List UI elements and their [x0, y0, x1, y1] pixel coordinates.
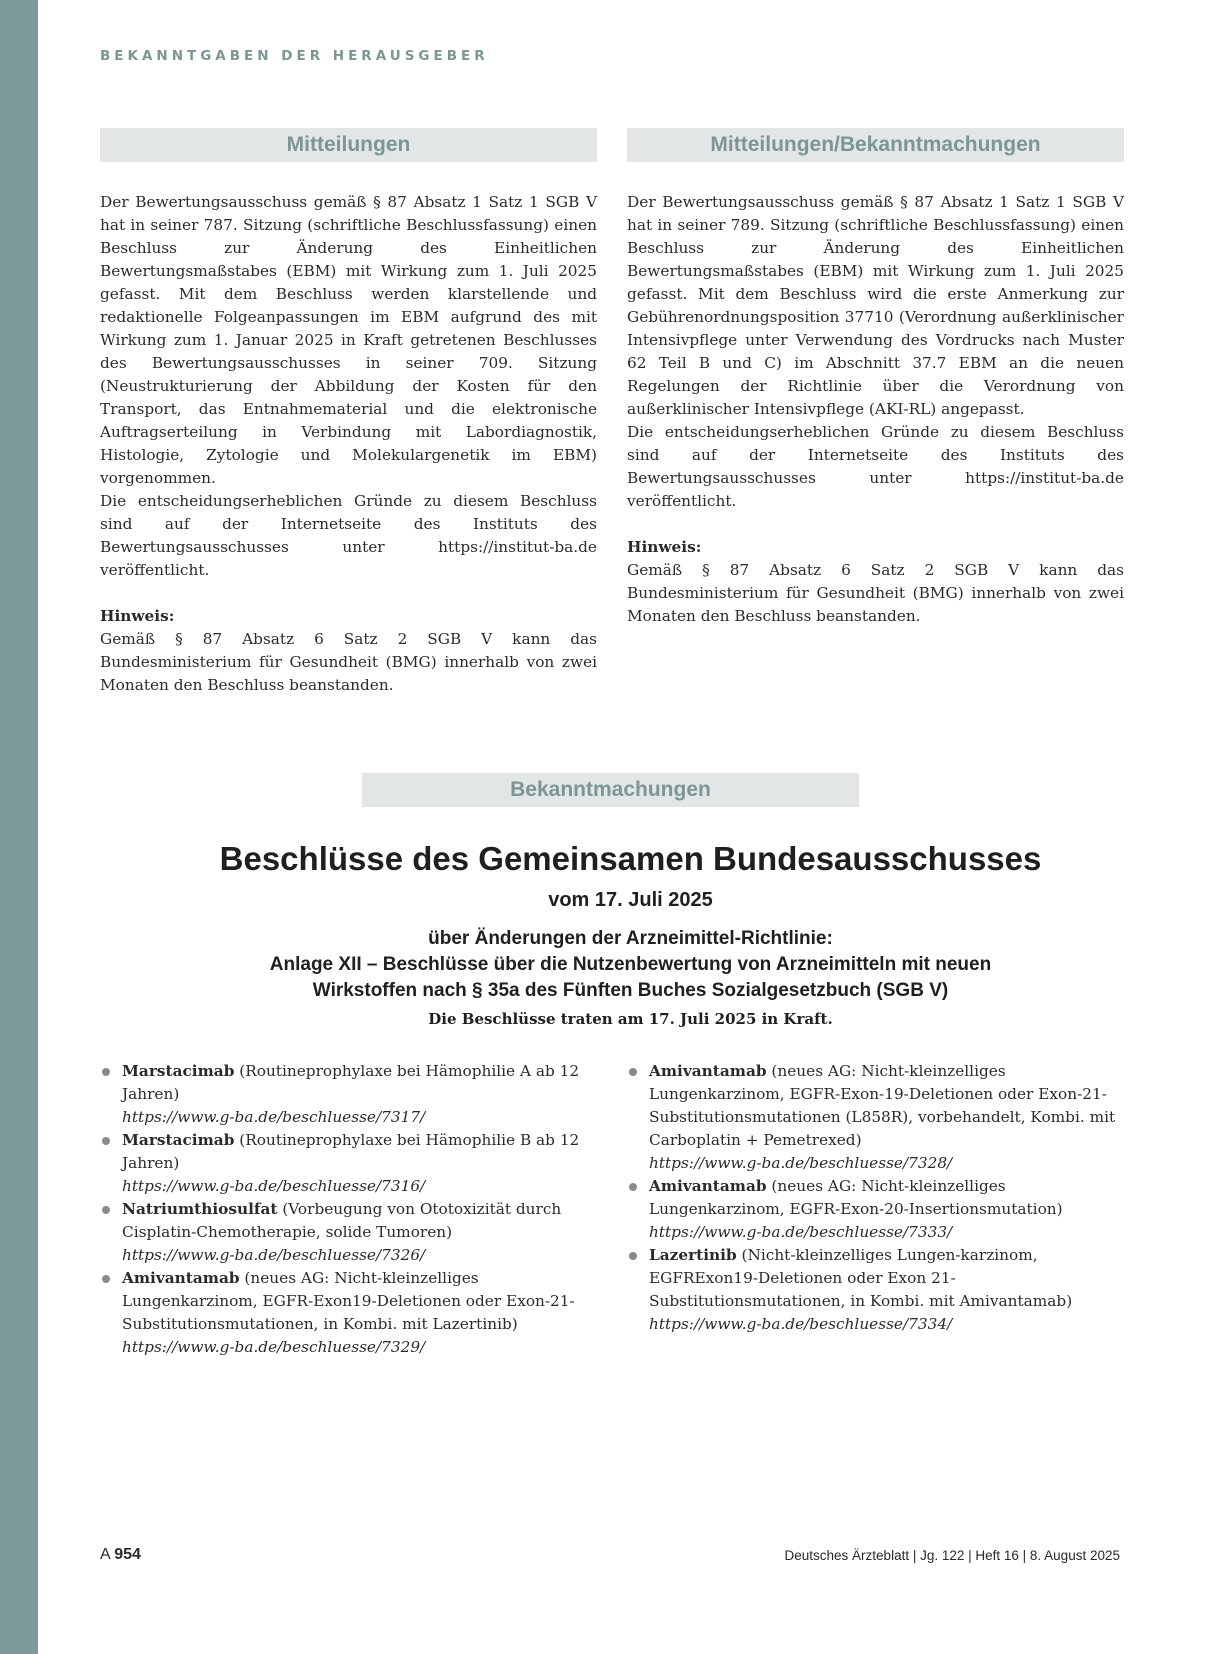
resolution-link[interactable]: https://www.g-ba.de/beschluesse/7328/: [649, 1154, 953, 1172]
list-item: [100, 1267, 600, 1359]
right-note-text: Gemäß § 87 Absatz 6 Satz 2 SGB V kann das Bundesministerium für Gesundheit (BMG) innerhalb von zwei Monaten den Beschluss beanstanden.: [627, 561, 1124, 625]
bullet-icon: [102, 1137, 110, 1145]
left-note-label: Hinweis:: [100, 607, 175, 625]
bullet-icon: [102, 1275, 110, 1283]
left-column: [100, 128, 597, 697]
drug-description: (Routineprophylaxe bei Hämophilie A ab 12 Jahren): [122, 1062, 580, 1103]
drug-name: Amivantamab: [122, 1269, 240, 1287]
announcement-title: Beschlüsse des Gemeinsamen Bundesausschusses: [219, 840, 1042, 877]
bullet-icon: [102, 1068, 110, 1076]
drug-description: (Nicht-kleinzelliges Lungen-karzinom, EGFRExon19-Deletionen oder Exon 21-Substitutionsmutationen, in Kombi. mit Amivantamab): [649, 1246, 1073, 1310]
drug-description: (Vorbeugung von Ototoxizität durch Cisplatin-Chemotherapie, solide Tumoren): [122, 1200, 562, 1241]
resolutions-list-left: [100, 1060, 600, 1359]
bullet-icon: [629, 1183, 637, 1191]
resolutions-list-right: [627, 1060, 1127, 1336]
left-body: [100, 191, 597, 697]
drug-description: (Routineprophylaxe bei Hämophilie B ab 12 Jahren): [122, 1131, 580, 1172]
right-paragraph-1: Der Bewertungsausschuss gemäß § 87 Absatz 1 Satz 1 SGB V hat in seiner 789. Sitzung (schriftliche Beschlussfassung) einen Beschluss zur Änderung des Einheitlichen Bewertungsmaßstabes (EBM) mit Wirkung zum 1. Juli 2025 gefasst. Mit dem Beschluss wird die erste Anmerkung zur Gebührenordnungsposition 37710 (Verordnung außerklinischer Intensivpflege unter Verwendung des Vordrucks nach Muster 62 Teil B und C) im Abschnitt 37.7 EBM an die neuen Regelungen der Richtlinie über die Verordnung von außerklinischer Intensivpflege (AKI-RL) angepasst.: [627, 193, 1124, 418]
drug-description: (neues AG: Nicht-kleinzelliges Lungenkarzinom, EGFR-Exon-20-Insertionsmutation): [649, 1177, 1063, 1218]
bullet-icon: [102, 1206, 110, 1214]
resolution-link[interactable]: https://www.g-ba.de/beschluesse/7333/: [649, 1223, 953, 1241]
right-note-label: Hinweis:: [627, 538, 702, 556]
drug-name: Amivantamab: [649, 1062, 767, 1080]
resolution-link[interactable]: https://www.g-ba.de/beschluesse/7316/: [122, 1177, 426, 1195]
drug-name: Marstacimab: [122, 1131, 235, 1149]
announcement-section: [362, 773, 859, 807]
resolution-link[interactable]: https://www.g-ba.de/beschluesse/7326/: [122, 1246, 426, 1264]
bullet-icon: [629, 1068, 637, 1076]
announcement-effective: Die Beschlüsse traten am 17. Juli 2025 in Kraft.: [428, 1010, 833, 1028]
resolution-link[interactable]: https://www.g-ba.de/beschluesse/7329/: [122, 1338, 426, 1356]
left-note-text: Gemäß § 87 Absatz 6 Satz 2 SGB V kann das Bundesministerium für Gesundheit (BMG) innerhalb von zwei Monaten den Beschluss beanstanden.: [100, 630, 597, 694]
left-paragraph-2: Die entscheidungserheblichen Gründe zu diesem Beschluss sind auf der Internetseite des Instituts des Bewertungsausschusses unter https://institut-ba.de veröffentlicht.: [100, 492, 597, 579]
right-heading: Mitteilungen/Bekanntmachungen: [627, 128, 1124, 162]
drug-description: (neues AG: Nicht-kleinzelliges Lungenkarzinom, EGFR-Exon19-Deletionen oder Exon-21-Substitutionsmutationen, in Kombi. mit Lazertinib): [122, 1269, 575, 1333]
left-heading: Mitteilungen: [100, 128, 597, 162]
drug-name: Amivantamab: [649, 1177, 767, 1195]
list-item: [627, 1244, 1127, 1336]
right-column: [627, 128, 1124, 628]
list-item: [100, 1129, 600, 1198]
list-item: [627, 1060, 1127, 1175]
subtitle-line-1: über Änderungen der Arzneimittel-Richtlinie:: [428, 928, 833, 949]
left-paragraph-1: Der Bewertungsausschuss gemäß § 87 Absatz 1 Satz 1 SGB V hat in seiner 787. Sitzung (schriftliche Beschlussfassung) einen Beschluss zur Änderung des Einheitlichen Bewertungsmaßstabes (EBM) mit Wirkung zum 1. Juli 2025 gefasst. Mit dem Beschluss werden klarstellende und redaktionelle Folgeanpassungen im EBM aufgrund des mit Wirkung zum 1. Januar 2025 in Kraft getretenen Beschlusses des Bewertungsausschusses in seiner 709. Sitzung (Neustrukturierung der Abbildung der Kosten für den Transport, das Entnahmematerial und die elektronische Auftragserteilung in Verbindung mit Labordiagnostik, Histologie, Zytologie und Molekulargenetik im EBM) vorgenommen.: [100, 193, 597, 487]
section-kicker: BEKANNTGABEN DER HERAUSGEBER: [100, 48, 489, 64]
bullet-icon: [629, 1252, 637, 1260]
drug-description: (neues AG: Nicht-kleinzelliges Lungenkarzinom, EGFR-Exon-19-Deletionen oder Exon-21-Substitutionsmutationen (L858R), vorbehandelt, Kombi. mit Carboplatin + Pemetrexed): [649, 1062, 1116, 1149]
page-prefix: A: [100, 1546, 115, 1563]
list-item: [100, 1060, 600, 1129]
subtitle-line-2: Anlage XII – Beschlüsse über die Nutzenbewertung von Arzneimitteln mit neuen: [269, 954, 992, 975]
announcement-heading: Bekanntmachungen: [362, 773, 859, 807]
drug-name: Marstacimab: [122, 1062, 235, 1080]
announcement-subtitle: [38, 926, 1223, 1004]
page-number: [100, 1546, 141, 1564]
resolution-link[interactable]: https://www.g-ba.de/beschluesse/7317/: [122, 1108, 426, 1126]
announcement-date: vom 17. Juli 2025: [548, 889, 713, 911]
resolution-link[interactable]: https://www.g-ba.de/beschluesse/7334/: [649, 1315, 953, 1333]
list-item: [627, 1175, 1127, 1244]
right-paragraph-2: Die entscheidungserheblichen Gründe zu diesem Beschluss sind auf der Internetseite des Instituts des Bewertungsausschusses unter https://institut-ba.de veröffentlicht.: [627, 423, 1124, 510]
page-number-value: 954: [114, 1546, 141, 1563]
right-body: [627, 191, 1124, 628]
side-color-bar: [0, 0, 38, 1654]
list-item: [100, 1198, 600, 1267]
drug-name: Lazertinib: [649, 1246, 737, 1264]
drug-name: Natriumthiosulfat: [122, 1200, 278, 1218]
journal-citation: Deutsches Ärzteblatt | Jg. 122 | Heft 16 | 8. August 2025: [784, 1548, 1120, 1563]
subtitle-line-3: Wirkstoffen nach § 35a des Fünften Buches Sozialgesetzbuch (SGB V): [312, 980, 949, 1001]
